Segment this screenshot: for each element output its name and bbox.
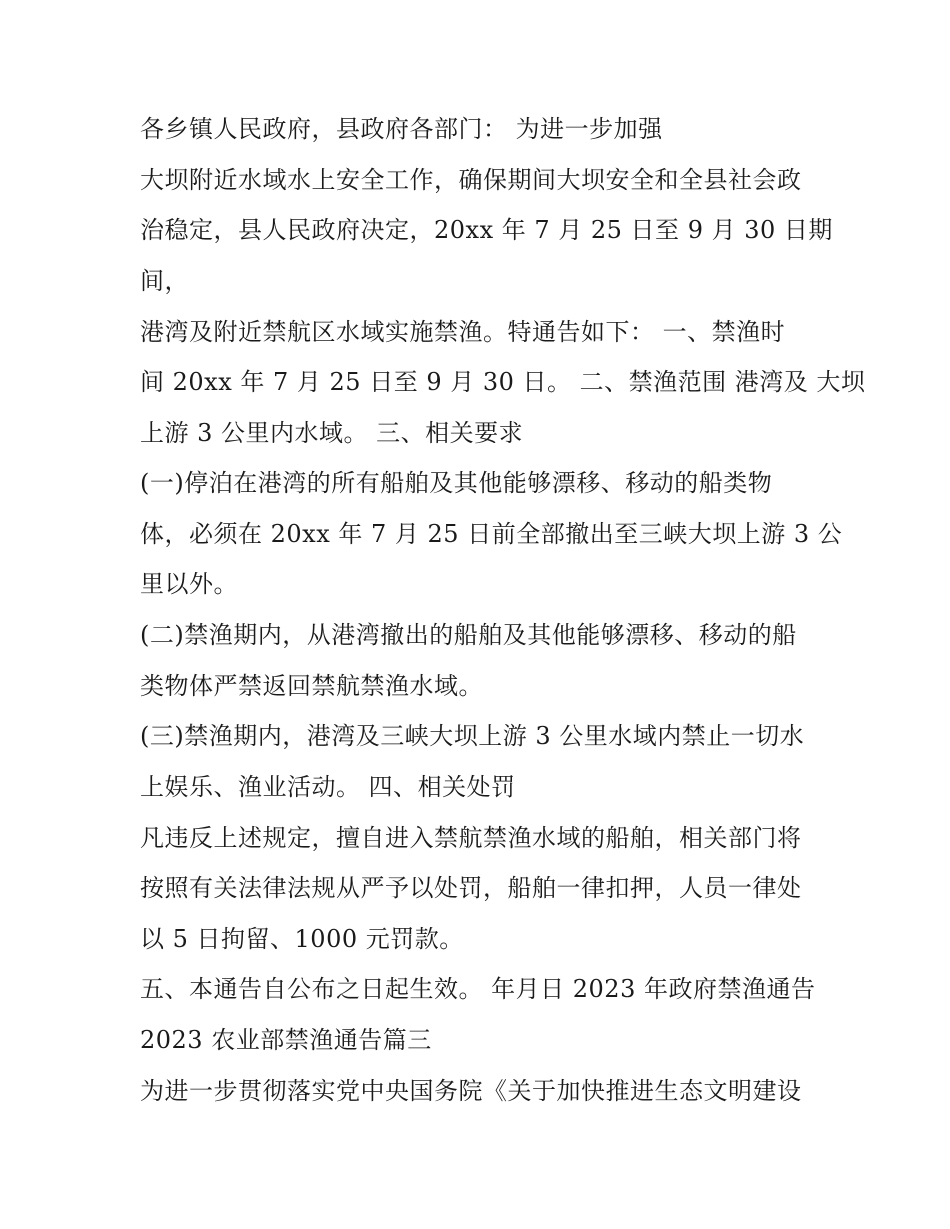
text-line: 为进一步贯彻落实党中央国务院《关于加快推进生态文明建设 (140, 1077, 802, 1105)
text-line: 体，必须在 20xx 年 7 月 25 日前全部撤出至三峡大坝上游 3 公 (140, 520, 843, 548)
text-line: 凡违反上述规定，擅自进入禁航禁渔水域的船舶，相关部门将 (140, 824, 802, 852)
text-line: 大坝附近水域水上安全工作，确保期间大坝安全和全县社会政 (140, 166, 802, 194)
text-line: 按照有关法律法规从严予以处罚，船舶一律扣押，人员一律处 (140, 874, 802, 902)
text-line: 以 5 日拘留、1000 元罚款。 (140, 925, 464, 953)
text-line: 间 20xx 年 7 月 25 日至 9 月 30 日。 二、禁渔范围 港湾及 大坝 (140, 368, 866, 396)
text-line: 间， (140, 267, 189, 295)
text-line: 类物体严禁返回禁航禁渔水域。 (140, 672, 483, 700)
text-line: 五、本通告自公布之日起生效。 年月日 2023 年政府禁渔通告 (140, 975, 816, 1003)
text-line: (二)禁渔期内，从港湾撤出的船舶及其他能够漂移、移动的船 (140, 621, 797, 649)
text-line: 上娱乐、渔业活动。 四、相关处罚 (140, 773, 516, 801)
text-line: (三)禁渔期内，港湾及三峡大坝上游 3 公里水域内禁止一切水 (140, 722, 805, 750)
text-line: 上游 3 公里内水域。 三、相关要求 (140, 419, 524, 447)
text-line: 治稳定，县人民政府决定，20xx 年 7 月 25 日至 9 月 30 日期 (140, 216, 833, 244)
text-line: 2023 农业部禁渔通告篇三 (140, 1026, 432, 1054)
text-line: 港湾及附近禁航区水域实施禁渔。特通告如下： 一、禁渔时 (140, 318, 786, 346)
text-line: (一)停泊在港湾的所有船舶及其他能够漂移、移动的船类物 (140, 469, 773, 497)
text-line: 里以外。 (140, 570, 238, 598)
text-line: 各乡镇人民政府，县政府各部门： 为进一步加强 (140, 115, 663, 143)
